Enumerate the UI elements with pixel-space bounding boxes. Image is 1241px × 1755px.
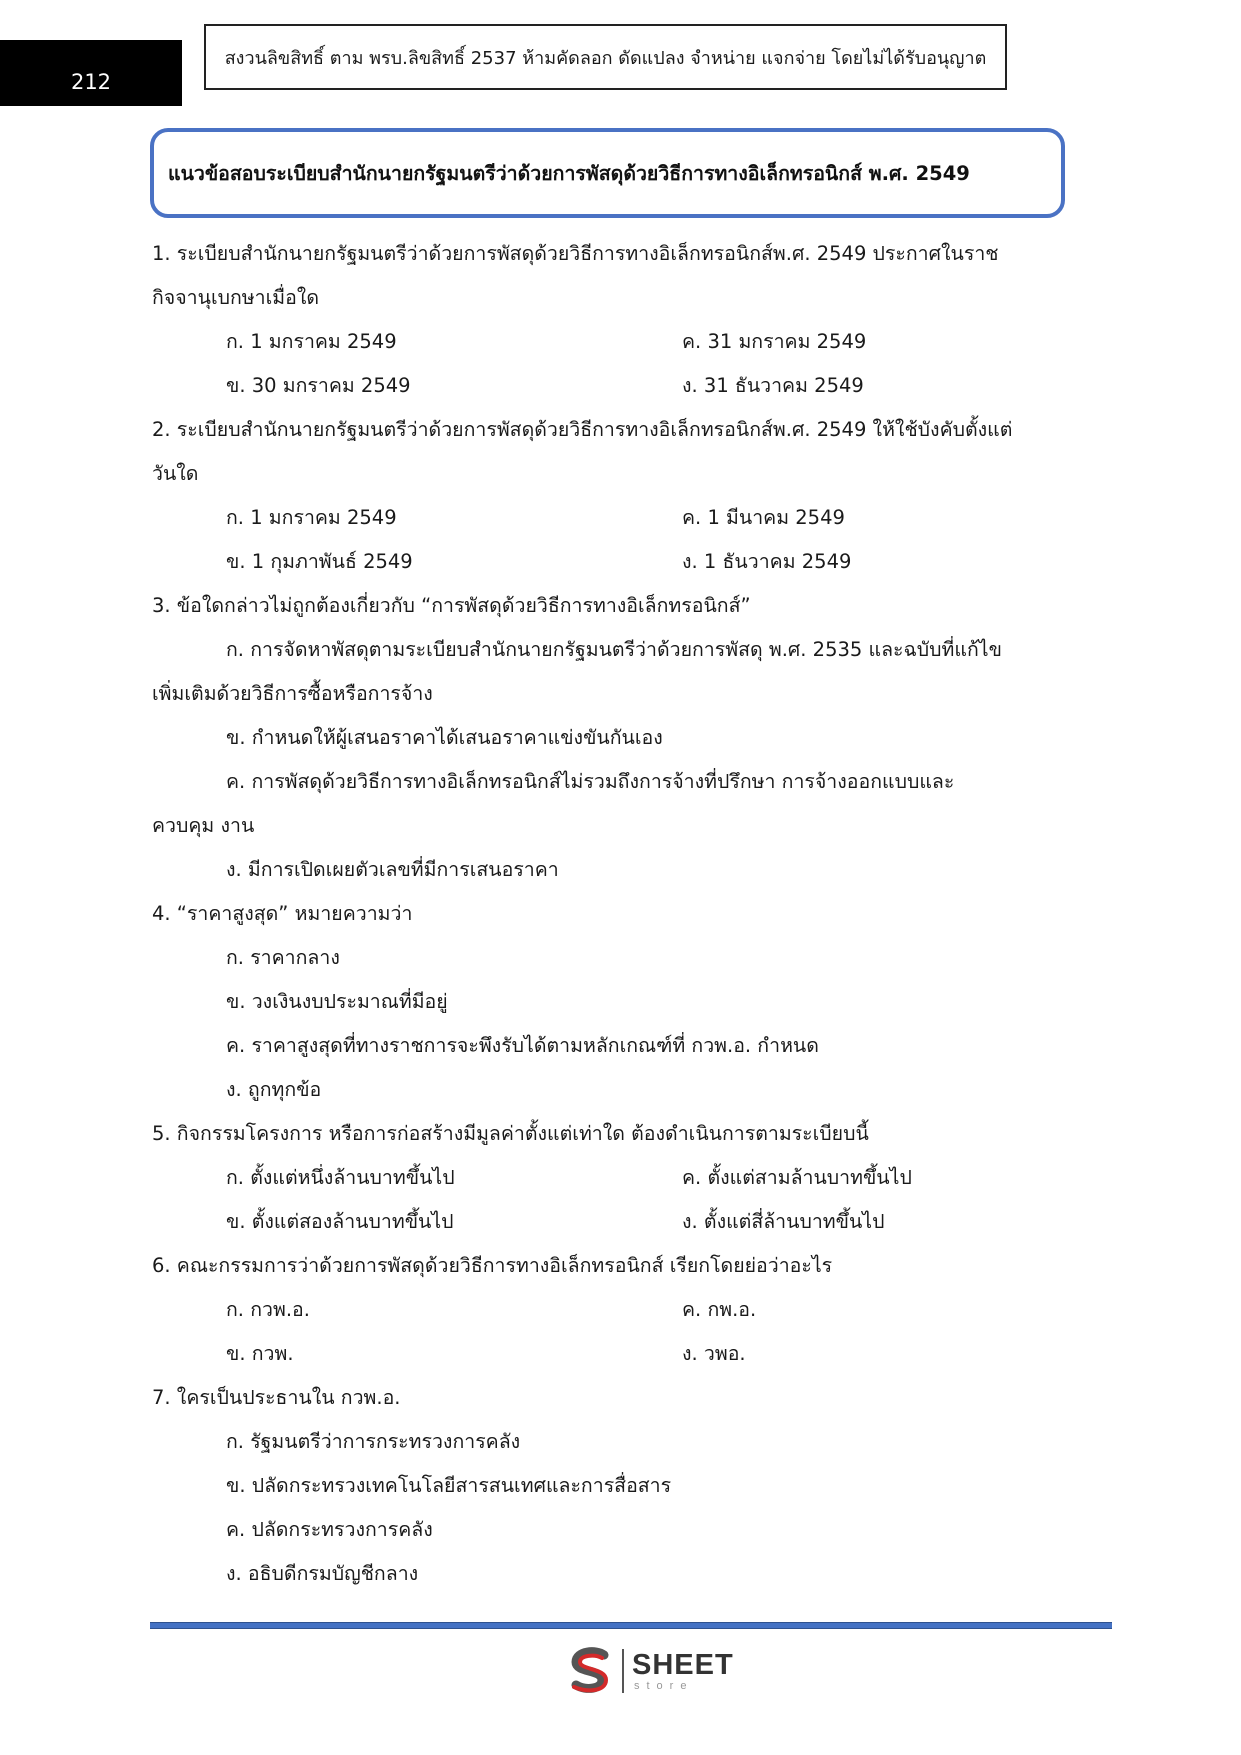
choice-d: ง. มีการเปิดเผยตัวเลขที่มีการเสนอราคา	[226, 858, 559, 881]
choice-b: ข. 1 กุมภาพันธ์ 2549	[226, 550, 413, 573]
question-2-text: 2. ระเบียบสำนักนายกรัฐมนตรีว่าด้วยการพัสดุด้วยวิธีการทางอิเล็กทรอนิกส์พ.ศ. 2549 ให้ใช้บังคับตั้งแต่	[152, 418, 1013, 441]
choice-c: ค. กพ.อ.	[682, 1298, 757, 1321]
choice-c: ค. ตั้งแต่สามล้านบาทขึ้นไป	[682, 1166, 912, 1189]
question-3-text: 3. ข้อใดกล่าวไม่ถูกต้องเกี่ยวกับ “การพัสดุด้วยวิธีการทางอิเล็กทรอนิกส์”	[152, 594, 751, 617]
logo-subtitle: store	[634, 1679, 694, 1692]
question-2-choices-row-2	[152, 540, 1072, 584]
copyright-notice: สงวนลิขสิทธิ์ ตาม พรบ.ลิขสิทธิ์ 2537 ห้ามคัดลอก ดัดแปลง จำหน่าย แจกจ่าย โดยไม่ได้รับอนุญาต	[204, 24, 1007, 90]
choice-a: ก. 1 มกราคม 2549	[226, 330, 397, 353]
choice-c: ค. การพัสดุด้วยวิธีการทางอิเล็กทรอนิกส์ไม่รวมถึงการจ้างที่ปรึกษา การจ้างออกแบบและ	[226, 770, 955, 793]
choice-d: ง. อธิบดีกรมบัญชีกลาง	[226, 1562, 419, 1585]
choice-a-cont: เพิ่มเติมด้วยวิธีการซื้อหรือการจ้าง	[152, 682, 433, 705]
choice-c: ค. ราคาสูงสุดที่ทางราชการจะพึงรับได้ตามหลักเกณฑ์ที่ กวพ.อ. กำหนด	[226, 1034, 819, 1057]
choice-b: ข. ปลัดกระทรวงเทคโนโลยีสารสนเทศและการสื่อสาร	[226, 1474, 672, 1497]
logo-name: SHEET	[632, 1648, 734, 1681]
choice-d: ง. 1 ธันวาคม 2549	[682, 550, 852, 573]
choice-d: ง. 31 ธันวาคม 2549	[682, 374, 864, 397]
sheet-store-logo	[564, 1643, 734, 1699]
choice-c: ค. 31 มกราคม 2549	[682, 330, 867, 353]
choice-b: ข. ตั้งแต่สองล้านบาทขึ้นไป	[226, 1210, 454, 1233]
choice-a: ก. ตั้งแต่หนึ่งล้านบาทขึ้นไป	[226, 1166, 455, 1189]
choice-a: ก. รัฐมนตรีว่าการกระทรวงการคลัง	[226, 1430, 521, 1453]
choice-c-cont: ควบคุม งาน	[152, 814, 255, 837]
question-1-text: 1. ระเบียบสำนักนายกรัฐมนตรีว่าด้วยการพัสดุด้วยวิธีการทางอิเล็กทรอนิกส์พ.ศ. 2549 ประกาศในราช	[152, 242, 999, 265]
choice-d: ง. วพอ.	[682, 1342, 746, 1365]
question-5-choices-row-1	[152, 1156, 1072, 1200]
choice-b: ข. กวพ.	[226, 1342, 294, 1365]
question-1-text-cont: กิจจานุเบกษาเมื่อใด	[152, 286, 320, 309]
choice-d: ง. ถูกทุกข้อ	[226, 1078, 322, 1101]
sheet-s-logo-icon	[564, 1645, 616, 1697]
logo-separator	[622, 1649, 624, 1693]
choice-d: ง. ตั้งแต่สี่ล้านบาทขึ้นไป	[682, 1210, 885, 1233]
question-4-text: 4. “ราคาสูงสุด” หมายความว่า	[152, 902, 413, 925]
question-1-choices-row-2	[152, 364, 1072, 408]
choice-c: ค. ปลัดกระทรวงการคลัง	[226, 1518, 433, 1541]
choice-a: ก. 1 มกราคม 2549	[226, 506, 397, 529]
question-2-text-cont: วันใด	[152, 462, 199, 485]
choice-b: ข. 30 มกราคม 2549	[226, 374, 411, 397]
choice-b: ข. กำหนดให้ผู้เสนอราคาได้เสนอราคาแข่งขันกันเอง	[226, 726, 663, 749]
logo-text	[632, 1648, 734, 1692]
choice-c: ค. 1 มีนาคม 2549	[682, 506, 845, 529]
page-number: 212	[0, 40, 182, 106]
choice-a: ก. การจัดหาพัสดุตามระเบียบสำนักนายกรัฐมนตรีว่าด้วยการพัสดุ พ.ศ. 2535 และฉบับที่แก้ไข	[226, 638, 1002, 661]
question-6-text: 6. คณะกรรมการว่าด้วยการพัสดุด้วยวิธีการทางอิเล็กทรอนิกส์ เรียกโดยย่อว่าอะไร	[152, 1254, 833, 1277]
question-list	[152, 232, 1072, 1596]
question-6-choices-row-1	[152, 1288, 1072, 1332]
footer-divider	[150, 1622, 1112, 1629]
question-5-choices-row-2	[152, 1200, 1072, 1244]
question-6-choices-row-2	[152, 1332, 1072, 1376]
choice-a: ก. กวพ.อ.	[226, 1298, 310, 1321]
question-5-text: 5. กิจกรรมโครงการ หรือการก่อสร้างมีมูลค่าตั้งแต่เท่าใด ต้องดำเนินการตามระเบียบนี้	[152, 1122, 869, 1145]
question-2-choices-row-1	[152, 496, 1072, 540]
question-7-text: 7. ใครเป็นประธานใน กวพ.อ.	[152, 1386, 401, 1409]
choice-a: ก. ราคากลาง	[226, 946, 340, 969]
section-title: แนวข้อสอบระเบียบสำนักนายกรัฐมนตรีว่าด้วยการพัสดุด้วยวิธีการทางอิเล็กทรอนิกส์ พ.ศ. 2549	[150, 128, 1065, 218]
choice-b: ข. วงเงินงบประมาณที่มีอยู่	[226, 990, 448, 1013]
question-1-choices-row-1	[152, 320, 1072, 364]
